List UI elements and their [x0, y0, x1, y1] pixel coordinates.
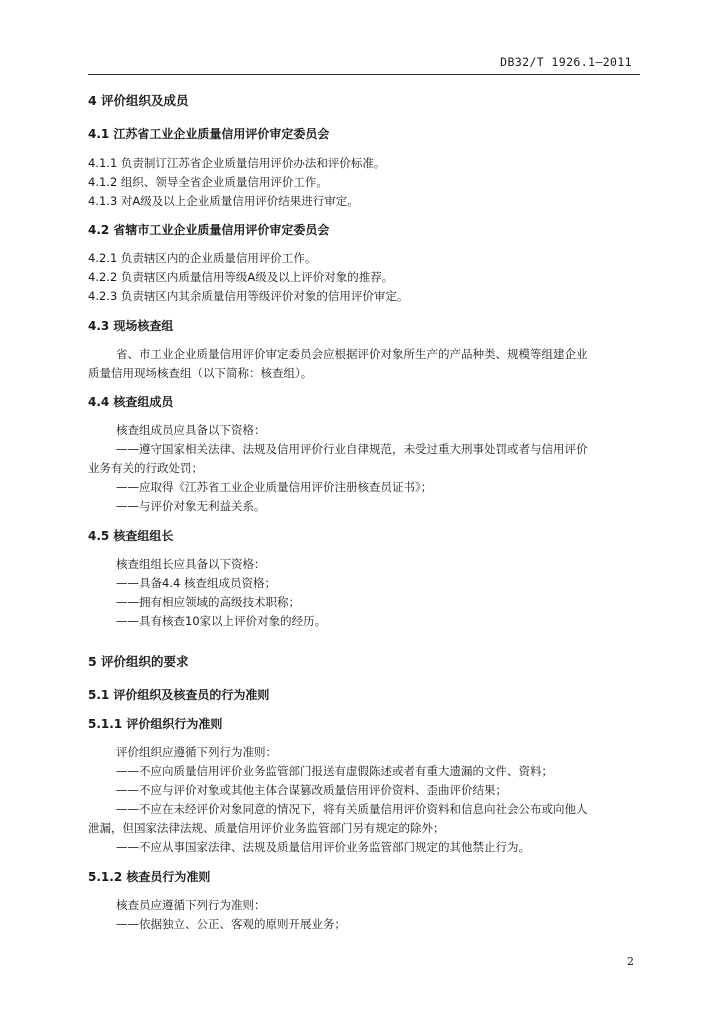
section-4-5-bullet-2: ——拥有相应领域的高级技术职称； — [116, 595, 300, 609]
section-4-3-heading: 4.3 现场核查组 — [88, 319, 174, 333]
section-5-1-1-heading: 5.1.1 评价组织行为准则 — [88, 717, 223, 731]
section-5-1-2-heading: 5.1.2 核查员行为准则 — [88, 870, 211, 884]
section-5-1-1-bullet-3-line-1: ——不应在未经评价对象同意的情况下，将有关质量信用评价资料和信息向社会公布或向他人 — [116, 802, 588, 816]
section-5-1-heading: 5.1 评价组织及核查员的行为准则 — [88, 688, 270, 702]
section-4-5-bullet-1: ——具备4.4 核查组成员资格； — [116, 576, 276, 590]
section-4-4-bullet-1-line-2: 业务有关的行政处罚； — [88, 461, 203, 475]
section-5-1-1-bullet-3-line-2: 泄漏，但国家法律法规、质量信用评价业务监管部门另有规定的除外； — [88, 821, 445, 835]
clause-4-1-2: 4.1.2 组织、领导全省企业质量信用评价工作。 — [88, 175, 328, 189]
section-5-1-2-intro: 核查员应遵循下列行为准则： — [116, 898, 266, 912]
clause-4-2-1: 4.2.1 负责辖区内的企业质量信用评价工作。 — [88, 251, 317, 265]
section-4-5-heading: 4.5 核查组组长 — [88, 529, 174, 543]
section-4-4-intro: 核查组成员应具备以下资格： — [116, 423, 266, 437]
section-5-1-1-bullet-4: ——不应从事国家法律、法规及质量信用评价业务监管部门规定的其他禁止行为。 — [116, 840, 530, 854]
section-4-4-heading: 4.4 核查组成员 — [88, 395, 174, 409]
section-4-5-intro: 核查组组长应具备以下资格： — [116, 557, 266, 571]
section-4-4-bullet-2: ——应取得《江苏省工业企业质量信用评价注册核查员证书》； — [116, 480, 433, 494]
section-4-heading: 4 评价组织及成员 — [88, 93, 189, 108]
section-4-5-bullet-3: ——具有核查10家以上评价对象的经历。 — [116, 614, 327, 628]
clause-4-2-3: 4.2.3 负责辖区内其余质量信用等级评价对象的信用评价审定。 — [88, 289, 409, 303]
clause-4-2-2: 4.2.2 负责辖区内质量信用等级A级及以上评价对象的推荐。 — [88, 270, 394, 284]
header-rule — [88, 74, 640, 75]
clause-4-1-3: 4.1.3 对A级及以上企业质量信用评价结果进行审定。 — [88, 194, 359, 208]
section-5-1-1-bullet-2: ——不应与评价对象或其他主体合谋篡改质量信用评价资料、歪曲评价结果； — [116, 783, 507, 797]
section-5-1-1-intro: 评价组织应遵循下列行为准则： — [116, 745, 277, 759]
section-5-heading: 5 评价组织的要求 — [88, 654, 189, 669]
section-5-1-2-bullet-1: ——依据独立、公正、客观的原则开展业务； — [116, 917, 346, 931]
page-number: 2 — [627, 955, 634, 968]
section-4-4-bullet-1-line-1: ——遵守国家相关法律、法规及信用评价行业自律规范，未受过重大刑事处罚或者与信用评价 — [116, 442, 588, 456]
clause-4-1-1: 4.1.1 负责制订江苏省企业质量信用评价办法和评价标准。 — [88, 156, 386, 170]
section-4-3-paragraph-line-2: 质量信用现场核查组（以下简称：核查组）。 — [88, 366, 313, 380]
section-5-1-1-bullet-1: ——不应向质量信用评价业务监管部门报送有虚假陈述或者有重大遗漏的文件、资料； — [116, 764, 553, 778]
section-4-4-bullet-3: ——与评价对象无利益关系。 — [116, 499, 266, 513]
section-4-3-paragraph-line-1: 省、市工业企业质量信用评价审定委员会应根据评价对象所生产的产品种类、规模等组建企业 — [116, 347, 588, 361]
document-code: DB32/T 1926.1—2011 — [500, 55, 632, 69]
section-4-1-heading: 4.1 江苏省工业企业质量信用评价审定委员会 — [88, 127, 330, 141]
section-4-2-heading: 4.2 省辖市工业企业质量信用评价审定委员会 — [88, 223, 330, 237]
